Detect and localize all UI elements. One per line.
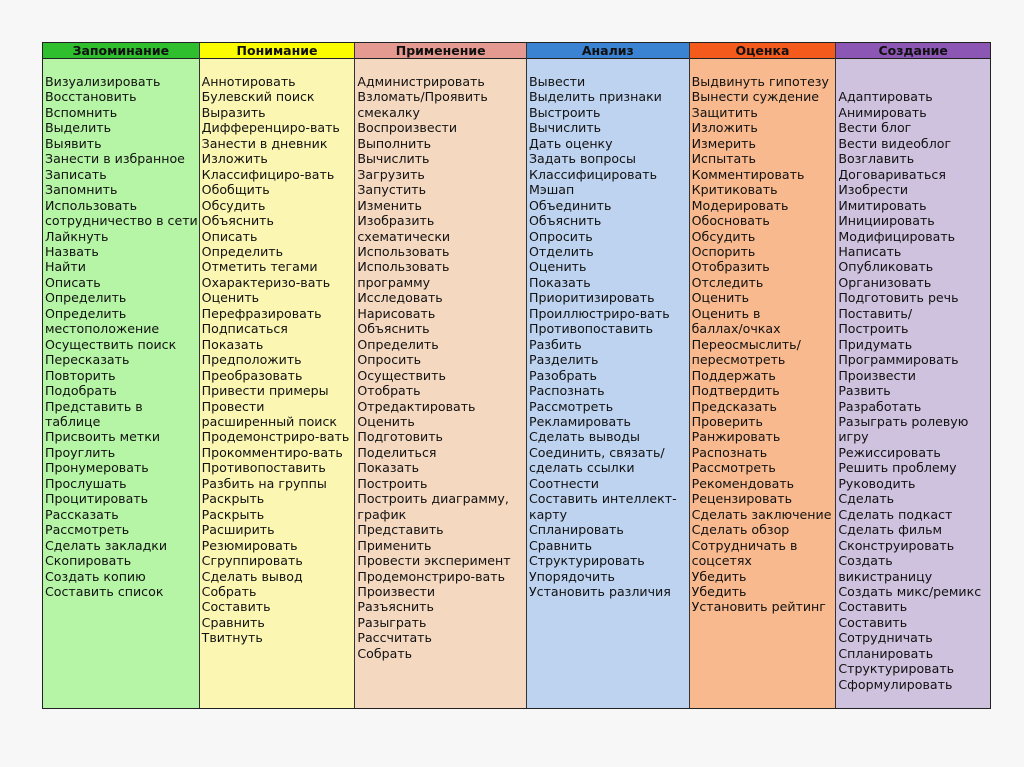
verb-item: Сделать заключение	[691, 506, 832, 522]
verb-item: Оценить	[528, 259, 587, 275]
verb-item: Раскрыть	[201, 506, 265, 522]
verb-item: Показать	[201, 336, 264, 352]
column-items	[527, 59, 689, 599]
verb-item: Применить	[357, 537, 432, 553]
column-header: Применение	[355, 43, 526, 59]
verb-item: Сделать выводы	[528, 429, 640, 445]
verb-item: Изложить	[201, 151, 268, 167]
verb-item: Проуглить	[45, 444, 116, 460]
verb-item: Изложить	[691, 120, 758, 136]
verb-item: баллах/очках	[691, 321, 781, 337]
verb-item: Отделить	[528, 243, 594, 259]
verb-item: Выразить	[201, 104, 266, 120]
column-create	[836, 43, 990, 708]
verb-item: Написать	[838, 243, 902, 259]
verb-item: Модифицировать	[838, 228, 956, 244]
verb-item: Обосновать	[691, 213, 770, 229]
column-remember	[43, 43, 200, 708]
verb-item: Опубликовать	[838, 259, 934, 275]
verb-item: Установить рейтинг	[691, 599, 826, 615]
verb-item: Распознать	[691, 444, 768, 460]
verb-item: Вести видеоблог	[838, 135, 952, 151]
verb-item: соцсетях	[691, 553, 752, 569]
verb-item: Вспомнить	[45, 104, 118, 120]
verb-item: сотрудничество в сети	[45, 213, 198, 229]
column-items	[836, 59, 990, 692]
verb-item: Присвоить метки	[45, 429, 161, 445]
verb-item: Сделать обзор	[691, 522, 790, 538]
verb-item: Решить проблему	[838, 460, 957, 476]
verb-item: Противопоставить	[528, 321, 654, 337]
verb-item: Разобрать	[528, 367, 597, 383]
verb-item: Имитировать	[838, 197, 927, 213]
verb-item: Преобразовать	[201, 367, 303, 383]
verb-item: Разбить на группы	[201, 475, 327, 491]
verb-item: Пронумеровать	[45, 460, 149, 476]
verb-item: Твитнуть	[201, 630, 263, 646]
verb-item: Изобрести	[838, 182, 909, 198]
verb-item: Структурировать	[838, 661, 955, 677]
verb-item: Произвести	[838, 367, 916, 383]
verb-item: Дифференциро-вать	[201, 120, 340, 136]
column-items	[200, 59, 355, 646]
verb-item: Вывести	[528, 74, 586, 89]
verb-item: Описать	[45, 274, 101, 290]
column-items	[43, 59, 199, 599]
verb-item: Проверить	[691, 413, 763, 429]
verb-item: Представить	[357, 522, 444, 538]
column-items	[355, 59, 526, 661]
verb-item: Составить	[201, 599, 271, 615]
column-header: Создание	[836, 43, 990, 59]
verb-item: Противопоставить	[201, 460, 326, 476]
verb-item: Комментировать	[691, 166, 805, 182]
verb-item: Сотрудничать в	[691, 537, 798, 553]
verb-item: Сделать фильм	[838, 522, 943, 538]
verb-item: Отследить	[691, 274, 764, 290]
verb-item: Проиллюстриро-вать	[528, 305, 670, 321]
verb-item: Критиковать	[691, 182, 778, 198]
verb-item: Перефразировать	[201, 305, 322, 321]
verb-item: расширенный поиск	[201, 413, 338, 429]
verb-item: Назвать	[45, 243, 99, 259]
verb-item: Выделить	[45, 120, 112, 136]
verb-item: Соотнести	[528, 475, 599, 491]
verb-item: Использовать	[45, 197, 138, 213]
verb-item: Объяснить	[201, 213, 274, 229]
verb-item: Классифицировать	[528, 166, 658, 182]
verb-item: Оспорить	[691, 243, 756, 259]
verb-item: Резюмировать	[201, 537, 298, 553]
verb-item: Классифициро-вать	[201, 166, 335, 182]
verb-item: Описать	[201, 228, 258, 244]
verb-item: Показать	[357, 460, 420, 476]
verb-item: смекалку	[357, 104, 420, 120]
verb-item: Провести эксперимент	[357, 553, 511, 569]
verb-item: Восстановить	[45, 89, 137, 105]
verb-item: Выявить	[45, 135, 102, 151]
verb-item: викистраницу	[838, 568, 933, 584]
verb-item: Рассчитать	[357, 630, 432, 646]
bloom-verbs-table	[42, 42, 991, 709]
verb-item: Разыграть ролевую	[838, 413, 969, 429]
verb-item	[838, 74, 990, 89]
verb-item: Процитировать	[45, 491, 149, 507]
verb-item: Переосмыслить/	[691, 336, 801, 352]
verb-item: Осуществить	[357, 367, 446, 383]
verb-item: Создать копию	[45, 568, 146, 584]
verb-item: Собрать	[357, 645, 413, 661]
verb-item: Приоритизировать	[528, 290, 655, 306]
verb-item: сделать ссылки	[528, 460, 635, 476]
verb-item: Построить	[357, 475, 428, 491]
column-analyze	[527, 43, 690, 708]
verb-item: Сделать закладки	[45, 537, 168, 553]
verb-item: Найти	[45, 259, 86, 275]
verb-item: Опросить	[528, 228, 593, 244]
verb-item: Занести в дневник	[201, 135, 328, 151]
verb-item: Разработать	[838, 398, 922, 414]
verb-item: Булевский поиск	[201, 89, 315, 105]
verb-item: Построить диаграмму,	[357, 491, 509, 507]
verb-item: Анимировать	[838, 104, 927, 120]
verb-item: Структурировать	[528, 553, 645, 569]
verb-item: Осуществить поиск	[45, 336, 177, 352]
verb-item: Загрузить	[357, 166, 425, 182]
verb-item: Вести блог	[838, 120, 912, 136]
verb-item: Продемонстриро-вать	[357, 568, 505, 584]
verb-item: Поставить/	[838, 305, 913, 321]
verb-item: Распознать	[528, 383, 605, 399]
verb-item: Вычислить	[528, 120, 602, 136]
verb-item: Сделать	[838, 491, 895, 507]
verb-item: Спланировать	[838, 645, 934, 661]
verb-item: Привести примеры	[201, 383, 329, 399]
column-header: Понимание	[200, 43, 355, 59]
verb-item: Обобщить	[201, 182, 270, 198]
column-header: Анализ	[527, 43, 689, 59]
verb-item: Нарисовать	[357, 305, 436, 321]
verb-item: пересмотреть	[691, 352, 786, 368]
verb-item: Построить	[838, 321, 909, 337]
verb-item: Сгруппировать	[201, 553, 303, 569]
verb-item: Договариваться	[838, 166, 946, 182]
verb-item: Подобрать	[45, 383, 117, 399]
verb-item: Развить	[838, 383, 891, 399]
verb-item: Отобразить	[691, 259, 770, 275]
verb-item: Использовать	[357, 243, 450, 259]
verb-item: Определить	[45, 305, 127, 321]
verb-item: Вынести суждение	[691, 89, 819, 105]
verb-item: Рассказать	[45, 506, 119, 522]
verb-item: местоположение	[45, 321, 160, 337]
verb-item: Определить	[357, 336, 439, 352]
verb-item: Оценить	[201, 290, 260, 306]
verb-item: Раскрыть	[201, 491, 265, 507]
verb-item: Рецензировать	[691, 491, 793, 507]
verb-item: Изобразить	[357, 213, 435, 229]
verb-item: Создать микс/ремикс	[838, 583, 982, 599]
verb-item: Упорядочить	[528, 568, 615, 584]
verb-item: Разбить	[528, 336, 582, 352]
verb-item: Занести в избранное	[45, 151, 185, 167]
verb-item: Составить	[838, 614, 908, 630]
verb-item: Администрировать	[357, 74, 485, 89]
verb-item: Подготовить речь	[838, 290, 959, 306]
verb-item: Исследовать	[357, 290, 443, 306]
verb-item: Определить	[45, 290, 127, 306]
verb-item: Составить интеллект-	[528, 491, 677, 507]
verb-item: Организовать	[838, 274, 932, 290]
verb-item: Скопировать	[45, 553, 132, 569]
verb-item: Разделить	[528, 352, 599, 368]
verb-item: Спланировать	[528, 522, 624, 538]
verb-item: Дать оценку	[528, 135, 613, 151]
verb-item: Сравнить	[201, 614, 265, 630]
verb-item: Расширить	[201, 522, 275, 538]
verb-item: Взломать/Проявить	[357, 89, 488, 105]
verb-item: Убедить	[691, 568, 747, 584]
verb-item: Выдвинуть гипотезу	[691, 74, 829, 89]
verb-item: Руководить	[838, 475, 916, 491]
verb-item: Запомнить	[45, 182, 118, 198]
verb-item: Выполнить	[357, 135, 432, 151]
verb-item: график	[357, 506, 407, 522]
verb-item: Рассмотреть	[691, 460, 776, 476]
verb-item: Объяснить	[528, 213, 602, 229]
verb-item: Объединить	[528, 197, 612, 213]
verb-item: Отредактировать	[357, 398, 476, 414]
verb-item: Изменить	[357, 197, 422, 213]
verb-item: Программировать	[838, 352, 959, 368]
verb-item: Рассмотреть	[45, 522, 130, 538]
verb-item: Составить список	[45, 583, 164, 599]
verb-item: Задать вопросы	[528, 151, 636, 167]
verb-item: Определить	[201, 243, 284, 259]
verb-item: Предсказать	[691, 398, 777, 414]
verb-item: Сравнить	[528, 537, 593, 553]
verb-item: Выстроить	[528, 104, 601, 120]
verb-item: Предположить	[201, 352, 302, 368]
verb-item: Разыграть	[357, 614, 427, 630]
verb-item: Собрать	[201, 583, 257, 599]
verb-item: таблице	[45, 413, 101, 429]
verb-item: Ранжировать	[691, 429, 781, 445]
verb-item: Лайкнуть	[45, 228, 109, 244]
verb-item: Рассмотреть	[528, 398, 614, 414]
verb-item: Соединить, связать/	[528, 444, 665, 460]
verb-item: Сотрудничать	[838, 630, 933, 646]
verb-item: Сделать подкаст	[838, 506, 953, 522]
verb-item: Подтвердить	[691, 383, 780, 399]
verb-item: Адаптировать	[838, 89, 933, 105]
verb-item: Убедить	[691, 583, 747, 599]
column-items	[690, 59, 836, 615]
verb-item: Повторить	[45, 367, 116, 383]
verb-item: Поддержать	[691, 367, 776, 383]
verb-item: Сделать вывод	[201, 568, 303, 584]
verb-item: Прокомментиро-вать	[201, 444, 343, 460]
verb-item: Составить	[838, 599, 908, 615]
column-header: Оценка	[690, 43, 836, 59]
verb-item: Модерировать	[691, 197, 789, 213]
verb-item: Мэшап	[528, 182, 575, 198]
verb-item: Сконструировать	[838, 537, 955, 553]
column-apply	[355, 43, 527, 708]
verb-item: Записать	[45, 166, 107, 182]
verb-item: Создать	[838, 553, 893, 569]
verb-item: Запустить	[357, 182, 427, 198]
verb-item: схематически	[357, 228, 451, 244]
verb-item: Испытать	[691, 151, 756, 167]
verb-item: Объяснить	[357, 321, 430, 337]
verb-item: игру	[838, 429, 869, 445]
column-header: Запоминание	[43, 43, 199, 59]
verb-item: Продемонстриро-вать	[201, 429, 350, 445]
verb-item: Возглавить	[838, 151, 915, 167]
verb-item: Оценить в	[691, 305, 761, 321]
verb-item: Визуализировать	[45, 74, 161, 89]
verb-item: Аннотировать	[201, 74, 296, 89]
verb-item: Обсудить	[691, 228, 756, 244]
column-understand	[200, 43, 356, 708]
verb-item: Представить в	[45, 398, 143, 414]
verb-item: Воспроизвести	[357, 120, 458, 136]
verb-item: карту	[528, 506, 568, 522]
verb-item: Опросить	[357, 352, 422, 368]
verb-item: Защитить	[691, 104, 758, 120]
verb-item: Охарактеризо-вать	[201, 274, 331, 290]
verb-item: Оценить	[691, 290, 750, 306]
verb-item: Придумать	[838, 336, 913, 352]
verb-item: Подготовить	[357, 429, 443, 445]
verb-item: Установить различия	[528, 583, 671, 599]
verb-item: Сформулировать	[838, 676, 953, 692]
verb-item: Отметить тегами	[201, 259, 318, 275]
verb-item: Поделиться	[357, 444, 437, 460]
verb-item: Оценить	[357, 413, 415, 429]
verb-item: Произвести	[357, 583, 436, 599]
verb-item: Вычислить	[357, 151, 430, 167]
verb-item: Режиссировать	[838, 444, 941, 460]
verb-item: Разъяснить	[357, 599, 434, 615]
verb-item: Подписаться	[201, 321, 288, 337]
verb-item: Показать	[528, 274, 591, 290]
verb-item: Использовать программу	[357, 259, 450, 290]
verb-item: Измерить	[691, 135, 756, 151]
verb-item: Выделить признаки	[528, 89, 662, 105]
verb-item: Рекомендовать	[691, 475, 795, 491]
verb-item: Инициировать	[838, 213, 935, 229]
verb-item: Рекламировать	[528, 413, 631, 429]
verb-item: Отобрать	[357, 383, 421, 399]
verb-item: Обсудить	[201, 197, 266, 213]
verb-item: Прослушать	[45, 475, 127, 491]
verb-item: Пересказать	[45, 352, 130, 368]
column-evaluate	[690, 43, 837, 708]
verb-item: Провести	[201, 398, 265, 414]
